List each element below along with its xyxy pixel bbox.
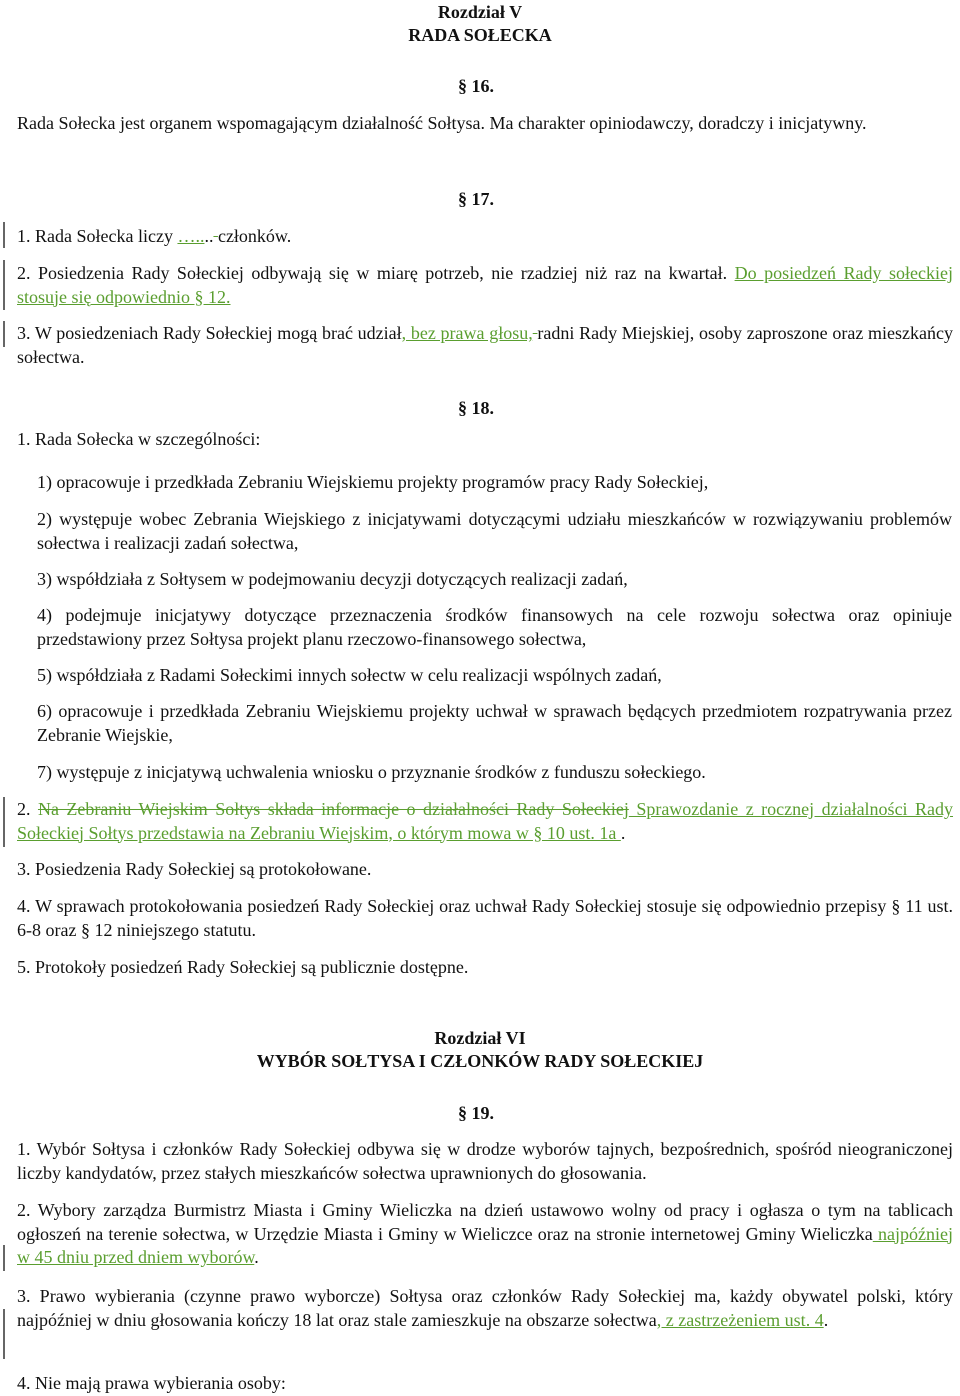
p19-item-2-insertion: najpóźniej w 45 dniu przed dniem wyborów [17,1223,953,1267]
p18-item-2-end: . [620,822,626,843]
chapter-6-title [0,1028,960,1072]
p18-subitem-4: 4) podejmuje inicjatywy dotyczące przeznaczenia środków finansowych na cele rozwoju sołectwa oraz opiniuje przedstawiony przez Sołtysa projekt planu rzeczowo-finansowego sołectwa, [37,605,952,649]
change-bar [3,1245,5,1271]
chapter-5-title [0,2,960,46]
p17-item-1 [17,225,291,247]
p17-item-2 [17,262,953,309]
p18-item-5: 5. Protokoły posiedzeń Rady Sołeckiej są publicznie dostępne. [17,957,469,977]
p19-item-3 [17,1285,953,1332]
change-bar [3,321,5,347]
p17-item-3-end: radni Rady Miejskiej, osoby zaproszone oraz mieszkańcy sołectwa. [17,323,954,367]
p18-subitem-7: 7) występuje z inicjatywą uchwalenia wniosku o przyznanie środków z funduszu sołeckiego. [37,762,706,782]
p17-item-3-insertion: , bez prawa głosu, [401,323,533,343]
p18-item-2 [17,798,953,845]
p18-subitem-6: 6) opracowuje i przedkłada Zebraniu Wiejskiemu projekty uchwał w sprawach będących przedmiotem rozpatrywania przez Zebranie Wiejskie, [37,701,952,745]
change-bar [3,1309,5,1359]
p19-item-4: 4. Nie mają prawa wybierania osoby: [17,1373,286,1393]
p18-subitem-3: 3) współdziała z Sołtysem w podejmowaniu decyzji dotyczących realizacji zadań, [37,569,628,589]
p19-item-3-insertion: , z zastrzeżeniem ust. 4 [656,1309,824,1330]
p18-subitem-5: 5) współdziała z Radami Sołeckimi innych sołectw w celu realizacji wspólnych zadań, [37,665,662,685]
paragraph-16-text: Rada Sołecka jest organem wspomagającym działalność Sołtysa. Ma charakter opiniodawczy, doradczy i inicjatywny. [17,113,867,133]
p17-item-3-text: 3. W posiedzeniach Rady Sołeckiej mogą brać udział [17,323,402,343]
p17-item-3 [17,322,953,369]
p17-item-2-text: 2. Posiedzenia Rady Sołeckiej odbywają się w miarę potrzeb, nie rzadziej niż raz na kwartał. [17,263,735,283]
p18-subitem-2: 2) występuje wobec Zebrania Wiejskiego z inicjatywami dotyczącymi udziału mieszkańców w rozwiązywaniu problemów sołectwa i realizacji zadań sołectwa, [37,509,952,553]
p19-item-1: 1. Wybór Sołtysa i członków Rady Sołeckiej odbywa się w drodze wyborów tajnych, bezpośrednich, spośród nieograniczonej liczby kandydatów, przez stałych mieszkańców sołectwa uprawnionych do głosowania. [17,1139,953,1183]
paragraph-16-heading: § 16. [458,76,494,96]
chapter-5-number: Rozdział V [437,2,523,22]
change-bar [3,797,5,847]
p18-item-2-deletion: Na Zebraniu Wiejskim Sołtys składa informacje o działalności Rady Sołeckiej [37,799,629,819]
p17-item-2-insertion: Do posiedzeń Rady sołeckiej stosuje się odpowiednio § 12. [17,263,953,307]
paragraph-18-heading: § 18. [458,398,494,418]
p18-item-1: 1. Rada Sołecka w szczególności: [17,429,261,449]
paragraph-19-heading: § 19. [458,1103,494,1123]
chapter-6-name: WYBÓR SOŁTYSA I CZŁONKÓW RADY SOŁECKIEJ [256,1051,704,1071]
chapter-5-name: RADA SOŁECKA [408,25,552,45]
change-bar [3,260,5,310]
p17-item-1-insertion: ….. [177,226,205,246]
p17-item-1-end: członków. [217,226,292,246]
chapter-6-number: Rozdział VI [434,1028,526,1048]
p18-item-2-number: 2. [17,799,38,819]
change-bar [3,222,5,248]
p19-item-2-end: . [254,1247,259,1267]
p17-item-1-text: 1. Rada Sołecka liczy [17,226,178,246]
p19-item-2 [17,1199,953,1270]
p18-subitem-1: 1) opracowuje i przedkłada Zebraniu Wiejskiemu projekty programów pracy Rady Sołeckiej, [37,472,709,492]
p19-item-2-text: 2. Wybory zarządza Burmistrz Miasta i Gminy Wieliczka na dzień ustawowo wolny od pracy i ogłasza o tym na tablicach ogłoszeń na terenie sołectwa, w Urzędzie Miasta i Gminy w Wieliczce oraz na stronie internetowej Gminy Wieliczka [17,1200,953,1244]
p18-item-3: 3. Posiedzenia Rady Sołeckiej są protokołowane. [17,859,372,879]
p19-item-3-end: . [823,1309,829,1330]
p18-item-2-insertion: Sprawozdanie z rocznej działalności Rady Sołeckiej Sołtys przedstawia na Zebraniu Wiejskim, o którym mowa w § 10 ust. 1a [17,799,954,843]
p18-item-4: 4. W sprawach protokołowania posiedzeń Rady Sołeckiej oraz uchwał Rady Sołeckiej stosuje się odpowiednio przepisy § 11 ust. 6-8 oraz § 12 niniejszego statutu. [17,896,953,940]
p19-item-3-text: 3. Prawo wybierania (czynne prawo wyborcze) Sołtysa oraz członków Rady Sołeckiej ma, każdy obywatel polski, który najpóźniej w dniu głosowania kończy 18 lat oraz stale zamieszkuje na obszarze sołectwa [17,1286,953,1330]
paragraph-17-heading: § 17. [458,189,494,209]
p17-item-1-dots: .. [204,226,214,246]
